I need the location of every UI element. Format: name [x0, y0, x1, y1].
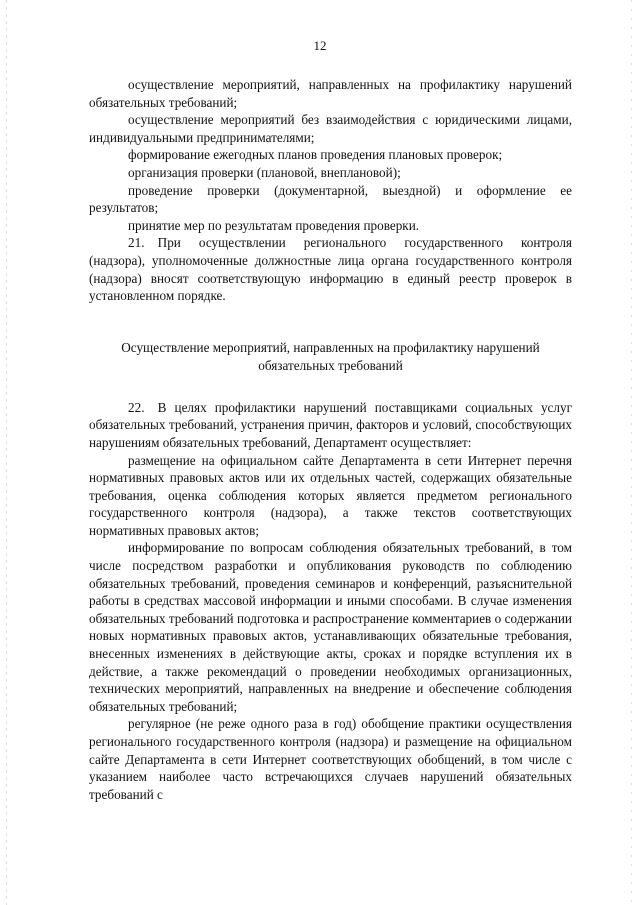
paragraph: регулярное (не реже одного раза в год) обобщение практики осуществления регионального государственного контроля (надзора) и размещение на официальном сайте Департамента в сети Интернет соответствующих обобщений, в том числе с указанием наиболее часто встречающихся случаев нарушений обязательных требований с	[89, 716, 572, 802]
document-body	[89, 76, 572, 803]
paragraph: проведение проверки (документарной, выездной) и оформление ее результатов;	[89, 182, 572, 216]
paragraph: размещение на официальном сайте Департамента в сети Интернет перечня нормативных правовых актов или их отдельных частей, содержащих обязательные требования, оценка соблюдения которых является предметом регионального государственного контроля (надзора), а также текстов соответствующих нормативных правовых актов;	[89, 452, 572, 538]
paragraph: информирование по вопросам соблюдения обязательных требований, в том числе посредством разработки и опубликования руководств по соблюдению обязательных требований, проведения семинаров и конференций, разъяснительной работы в средствах массовой информации и иными способами. В случае изменения обязательных требований подготовка и распространение комментариев о содержании новых нормативных правовых актов, устанавливающих обязательные требования, внесенных изменениях в действующие акты, сроках и порядке вступления их в действие, а также рекомендаций о проведении необходимых организационных, технических мероприятий, направленных на внедрение и обеспечение соблюдения обязательных требований;	[89, 540, 572, 714]
scan-edge-left	[6, 0, 7, 905]
paragraph: формирование ежегодных планов проведения плановых проверок;	[128, 147, 503, 163]
paragraph: осуществление мероприятий, направленных на профилактику нарушений обязательных требований;	[89, 77, 572, 110]
scan-edge-right	[631, 0, 632, 905]
paragraph: осуществление мероприятий без взаимодействия с юридическими лицами, индивидуальными предпринимателями;	[89, 112, 572, 145]
section-heading: Осуществление мероприятий, направленных на профилактику нарушений обязательных требований	[121, 339, 540, 373]
paragraph: организация проверки (плановой, внеплановой);	[128, 164, 401, 180]
paragraph: принятие мер по результатам проведения проверки.	[128, 217, 420, 233]
paragraph-item-21: 21. При осуществлении регионального государственного контроля (надзора), уполномоченные должностные лица органа государственного контроля (надзора) вносят соответствующую информацию в единый реестр проверок в установленном порядке.	[89, 235, 572, 304]
page-number: 12	[313, 38, 327, 53]
paragraph-item-22: 22. В целях профилактики нарушений поставщиками социальных услуг обязательных требований, устранения причин, факторов и условий, способствующих нарушениям обязательных требований, Департамент осуществляет:	[89, 399, 572, 450]
